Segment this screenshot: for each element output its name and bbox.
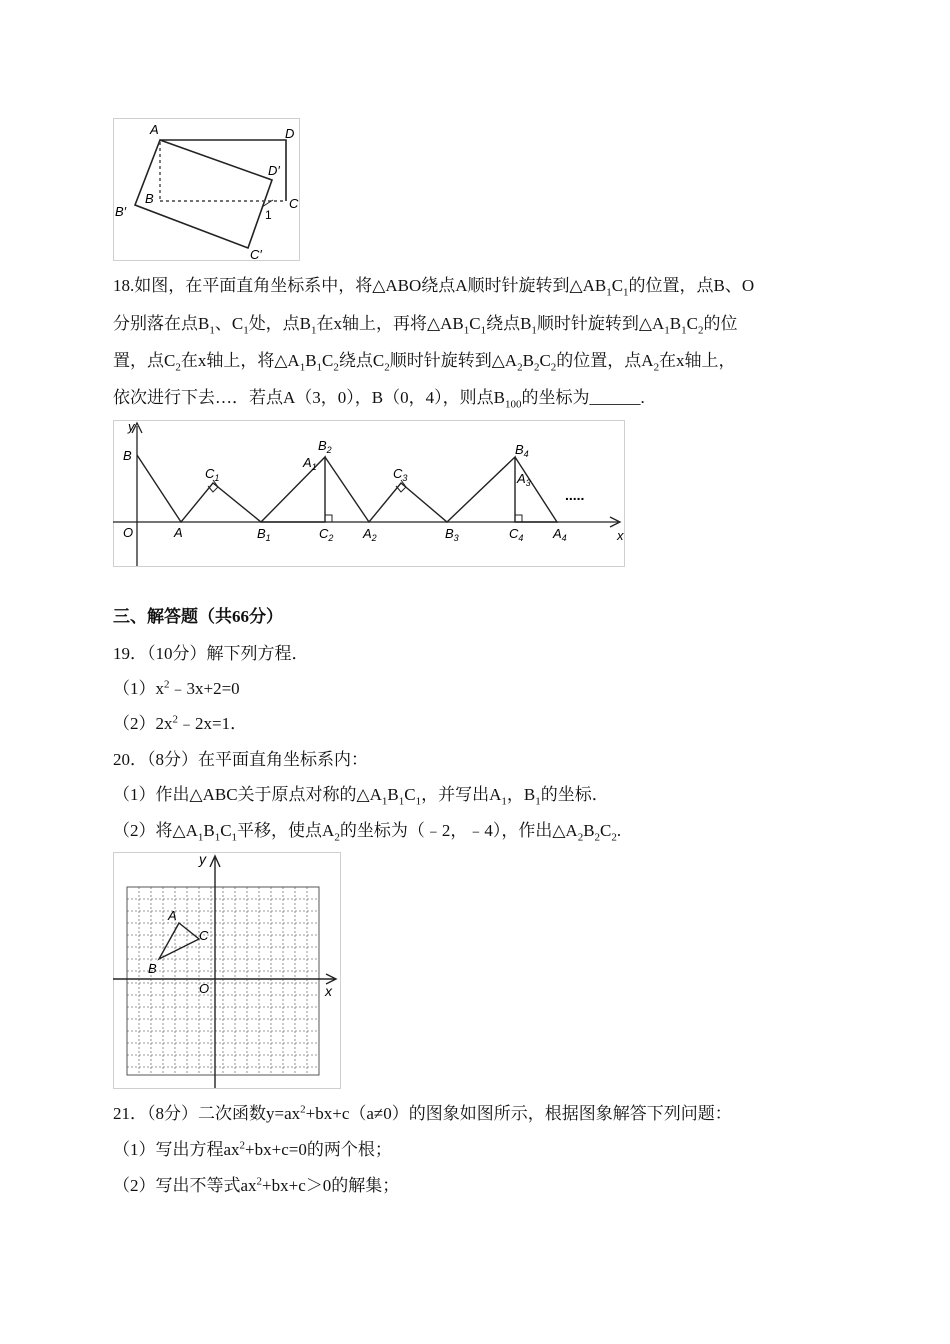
q18-line-4: 依次进行下去…．若点A（3，0），B（0，4），则点$B_{100}$的坐标为______. xyxy=(113,388,645,411)
q19-part-2: $(2)2x^2﹣2x=1$． xyxy=(113,713,248,733)
label-B1: $B_1$ xyxy=(257,526,271,543)
q19-title: 19．（10分）解下列方程． xyxy=(113,644,309,663)
q20-part-1: （1）作出△ABC关于原点对称的$\triangle A_1B_1C_1$，并写出$A_1$，$B_1$的坐标． xyxy=(113,785,609,808)
axis-label-y: y xyxy=(199,852,206,867)
label-B: B xyxy=(145,191,154,206)
label-A3: $A_3$ xyxy=(517,471,531,488)
continuation-dots: ..... xyxy=(565,487,585,503)
label-O: O xyxy=(199,981,210,996)
fold-rectangle-figure xyxy=(113,118,303,263)
q18-line-1: 18.如图，在平面直角坐标系中，将△ABO绕点A顺时针旋转到$\triangle AB_1C_1$的位置，点B、O xyxy=(113,276,755,299)
label-A: A xyxy=(168,908,177,923)
coordinate-grid-figure xyxy=(113,852,343,1092)
label-D-prime: D′ xyxy=(268,163,280,178)
label-B-prime: B′ xyxy=(115,204,127,219)
label-A: A xyxy=(174,525,183,540)
q21-line-1: 21．（8分）二次函数$y=ax^2+bx+c(a\ne 0)$的图象如图所示，根据图象解答下列问题： xyxy=(113,1103,732,1123)
label-B: B xyxy=(123,448,132,463)
axis-label-y: y xyxy=(128,420,135,434)
label-A1: $A_1$ xyxy=(303,455,317,472)
q20-title: 20．（8分）在平面直角坐标系内： xyxy=(113,750,368,769)
label-A4: $A_4$ xyxy=(553,526,567,543)
label-C-prime: C′ xyxy=(250,247,262,262)
label-C1: $C_1$ xyxy=(205,466,220,483)
label-A: A xyxy=(150,122,159,137)
axis-label-x: x xyxy=(617,528,624,543)
q18-line-3: 置，点$C_2$在x轴上，将$\triangle A_1B_1C_2$绕点$C_2$顺时针旋转到$\triangle A_2B_2C_2$的位置，点$A_2$在x轴上， xyxy=(113,351,736,374)
angle-label-1: 1 xyxy=(265,208,272,222)
label-C4: $C_4$ xyxy=(509,526,524,543)
rotation-sequence-figure xyxy=(113,420,628,570)
label-C: C xyxy=(199,928,209,943)
q19-part-1: $(1)x^2﹣3x+2=0$ xyxy=(113,678,240,698)
q21-part-1: （1）写出方程$ax^2+bx+c=0$的两个根； xyxy=(113,1139,392,1159)
label-C: C xyxy=(289,196,299,211)
label-C3: $C_3$ xyxy=(393,466,408,483)
q18-line-2: 分别落在点$B_1$、$C_1$处，点$B_1$在x轴上，再将$\triangle AB_1C_1$绕点$B_1$顺时针旋转到$\triangle A_1B_1C_2$的位 xyxy=(113,314,738,337)
label-B3: $B_3$ xyxy=(445,526,459,543)
label-B: B xyxy=(148,961,157,976)
label-D: D xyxy=(285,126,295,141)
label-O: O xyxy=(123,525,134,540)
section-3-heading: 三、解答题（共66分） xyxy=(113,607,283,626)
label-B2: $B_2$ xyxy=(318,438,332,455)
label-A2: $A_2$ xyxy=(363,526,377,543)
axis-label-x: x xyxy=(325,983,332,999)
label-C2: $C_2$ xyxy=(319,526,334,543)
q21-part-2: （2）写出不等式$ax^2+bx+c>0$的解集； xyxy=(113,1175,400,1195)
label-B4: $B_4$ xyxy=(515,442,529,459)
grid-lines xyxy=(127,887,319,1075)
q20-part-2: （2）将$\triangle A_1B_1C_1$平移，使点$A_2$的坐标为（﹣2，﹣4），作出$\triangle A_2B_2C_2$. xyxy=(113,821,622,844)
